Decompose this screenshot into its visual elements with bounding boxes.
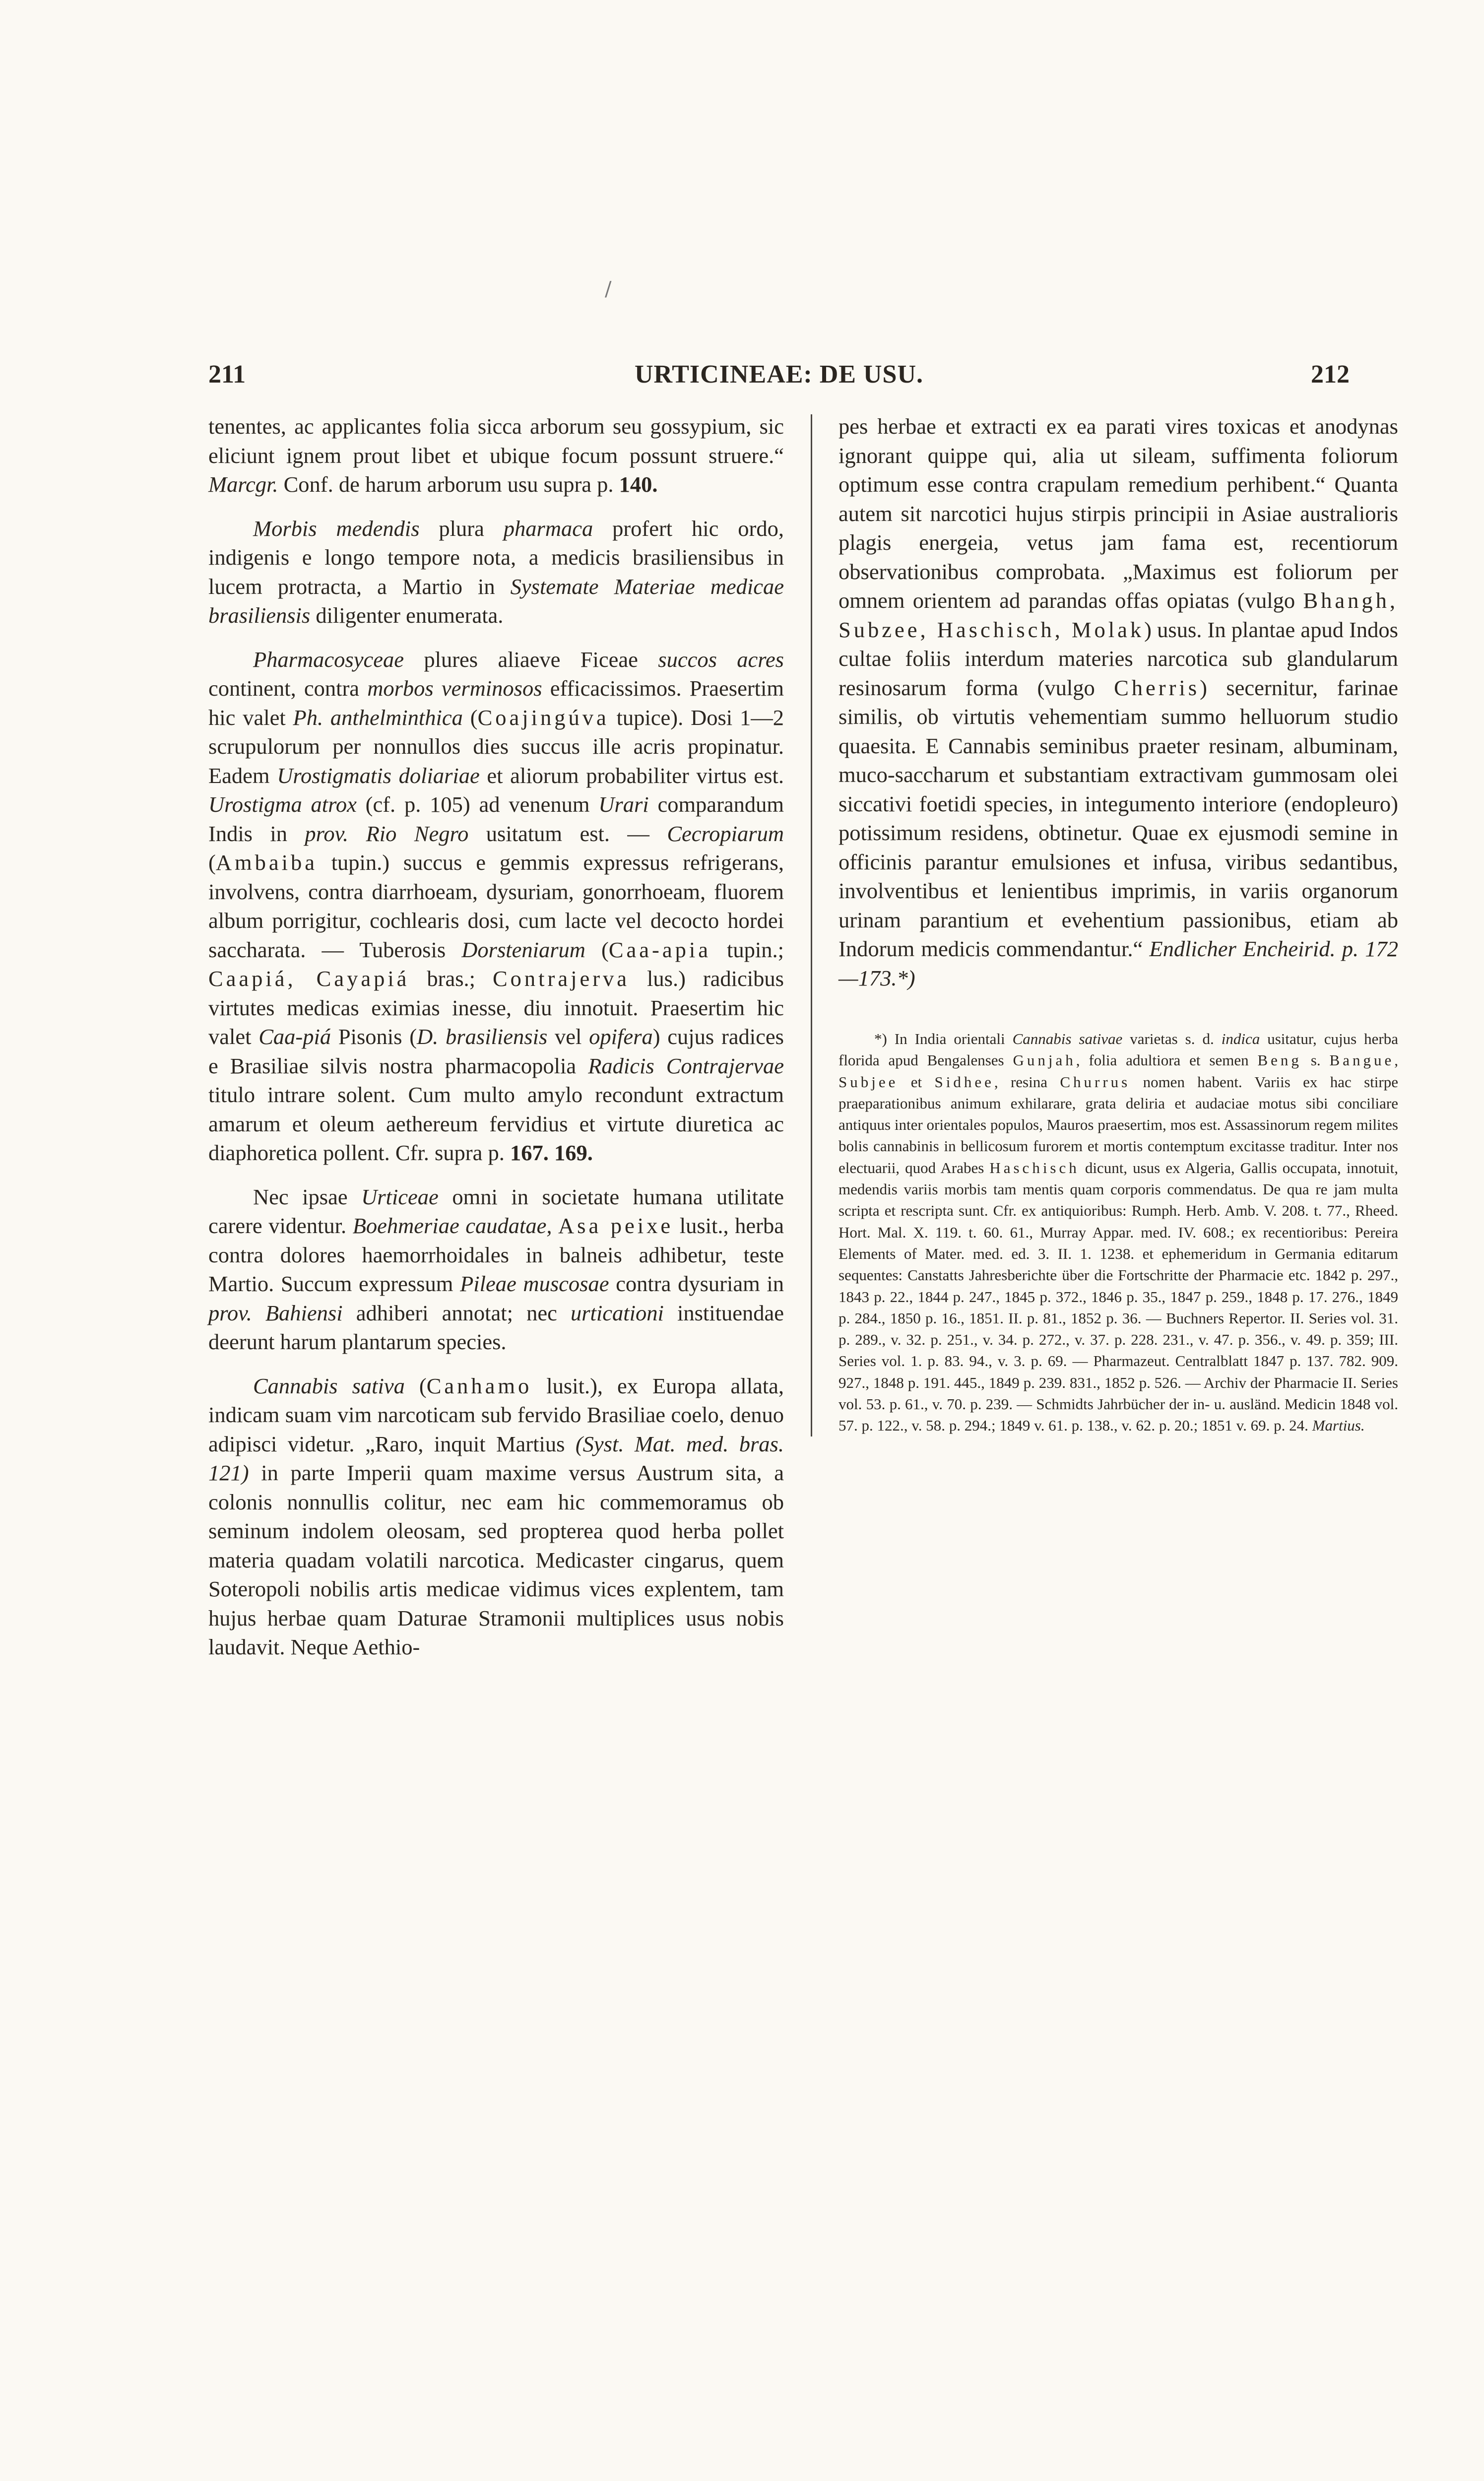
page-number-left: 211 (208, 360, 246, 389)
footnote-signature: Martius. (1312, 1417, 1365, 1435)
footnote-separator (839, 992, 1398, 1028)
paragraph: tenentes, ac applicantes folia sicca arborum seu gossypium, sic eliciunt ignem prout libet et ubique focum possunt struere.“ Marcgr. Conf. de harum arborum usu supra p. 140. (208, 414, 784, 497)
right-column (839, 412, 1398, 1436)
stray-mark: / (605, 278, 612, 301)
running-title: URTICINEAE: DE USU. (634, 360, 924, 389)
column-divider (811, 414, 812, 1436)
paragraph: Cannabis sativa (Canhamo lusit.), ex Europa allata, indicam suam vim narcoticam sub fervido Brasiliae coelo, denuo adipisci videtur. „Raro, inquit Martius (Syst. Mat. med. bras. 121) in parte Imperii quam maxime versus Austrum sita, a colonis nonnullis colitur, nec eam hic commemoramus ob seminum indolem oleosam, sed propterea quod herba pollet materia quadam volatili narcotica. Medicaster cingarus, quem Soteropoli nobilis artis medicae vidimus vices explentem, tam hujus herbae quam Daturae Stramonii multiplices usus nobis laudavit. Neque Aethio- (208, 1373, 784, 1659)
paragraph: Nec ipsae Urticeae omni in societate humana utilitate carere videntur. Boehmeriae caudatae, Asa peixe lusit., herba contra dolores haemorrhoidales in balneis adhibetur, teste Martio. Succum expressum Pileae muscosae contra dysuriam in prov. Bahiensi adhiberi annotat; nec urticationi instituendae deerunt harum plantarum species. (208, 1184, 784, 1354)
paragraph: pes herbae et extracti ex ea parati vires toxicas et anodynas ignorant quippe qui, alia ut sileam, suffimenta foliorum optimum esse contra crapulam remedium perhibent.“ Quanta autem sit narcotici hujus stirpis principii in Asiae australioris plagis energeia, vetus jam fama est, recentiorum observationibus comprobata. „Maximus est foliorum per omnem orientem ad parandas offas opiatas (vulgo Bhangh, Subzee, Haschisch, Molak) usus. In plantae apud Indos cultae foliis interdum materies narcotica sub glandularum resinosarum forma (vulgo Cherris) secernitur, farinae similis, ob virtutis vehementiam summo helluorum studio quaesita. E Cannabis seminibus praeter resinam, albuminam, muco-saccharum et substantiam extractivam gummosam olei siccativi foetidi species, in integumento interiore (endopleuro) potissimum residens, obtinetur. Quae ex ejusmodi semine in officinis parantur emulsiones et infusa, viribus sedantibus, involventibus et lenientibus imprimis, in variis organorum urinam parantium et evehentium passionibus, etiam ab Indorum medicis commendantur.“ Endlicher Encheirid. p. 172 —173.*) (839, 414, 1399, 990)
footnote: *) In India orientali Cannabis sativae varietas s. d. indica usitatur, cujus herba florida apud Bengalenses Gunjah, folia adultiora et semen Beng s. Bangue, Subjee et Sidhee, resina Churrus nomen habent. Variis ex hac stirpe praeparationibus animum exhilarare, grata deliria et audaciae motus sibi conciliare antiquus inter orientales populos, Mauros praesertim, mos est. Assassinorum regem milites bolis cannabinis in bellicosum furorem et mortis contemptum excitasse traditur. Inter nos electuarii, quod Arabes Haschisch dicunt, usus ex Algeria, Gallis occupata, innotuit, medendis variis morbis tam mentis quam corporis commendatus. De qua re jam multa scripta et rescripta sunt. Cfr. ex antiquioribus: Rumph. Herb. Amb. V. 208. t. 77., Rheed. Hort. Mal. X. 119. t. 60. 61., Murray Appar. med. IV. 608.; ex recentioribus: Pereira Elements of Mater. med. ed. 3. II. 1. 1238. et ephemeridum in Germania editarum sequentes: Canstatts Jahresberichte über die Fortschritte der Pharmacie etc. 1842 p. 297., 1843 p. 22., 1844 p. 247., 1845 p. 372., 1846 p. 35., 1847 p. 259., 1848 p. 17. 276., 1849 p. 284., 1850 p. 16., 1851. II. p. 81., 1852 p. 36. — Buchners Repertor. II. Series vol. 31. p. 289., v. 32. p. 251., v. 34. p. 272., v. 37. p. 228. 231., v. 47. p. 356., v. 49. p. 359; III. Series vol. 1. p. 83. 94., v. 3. p. 69. — Pharmazeut. Centralblatt 1847 p. 137. 782. 909. 927., 1848 p. 191. 445., 1849 p. 239. 831., 1852 p. 526. — Archiv der Pharmacie II. Series vol. 53. p. 61., v. 70. p. 239. — Schmidts Jahrbücher der in- u. ausländ. Medicin 1848 vol. 57. p. 122., v. 58. p. 294.; 1849 v. 61. p. 138., v. 62. p. 20.; 1851 v. 69. p. 24. Martius. (839, 1030, 1399, 1435)
page-number-right: 212 (1311, 360, 1350, 389)
paragraph: Pharmacosyceae plures aliaeve Ficeae succos acres continent, contra morbos verminosos efficacissimos. Praesertim hic valet Ph. anthelminthica (Coajingúva tupice). Dosi 1—2 scrupulorum per nonnullos dies succus ille acris propinatur. Eadem Urostigmatis doliariae et aliorum probabiliter virtus est. Urostigma atrox (cf. p. 105) ad venenum Urari comparandum Indis in prov. Rio Negro usitatum est. — Cecropiarum (Ambaiba tupin.) succus e gemmis expressus refrigerans, involvens, contra diarrhoeam, dysuriam, gonorrhoeam, fluorem album porrigitur, cochlearis dosi, cum lacte vel decocto hordei saccharata. — Tuberosis Dorsteniarum (Caa-apia tupin.; Caapiá, Cayapiá bras.; Contrajerva lus.) radicibus virtutes medicas eximias inesse, diu innotuit. Praesertim hic valet Caa-piá Pisonis (D. brasiliensis vel opifera) cujus radices e Brasiliae silvis nostra pharmacopolia Radicis Contrajervae titulo intrare solent. Cum multo amylo recondunt extractum amarum et oleum aethereum fervidius et virtute diuretica ac diaphoretica pollent. Cfr. supra p. 167. 169. (208, 647, 784, 1165)
left-column (208, 412, 784, 1662)
running-header (208, 355, 1350, 394)
paragraph: Morbis medendis plura pharmaca profert hic ordo, indigenis e longo tempore nota, a medicis brasiliensibus in lucem protracta, a Martio in Systemate Materiae medicae brasiliensis diligenter enumerata. (208, 516, 784, 628)
